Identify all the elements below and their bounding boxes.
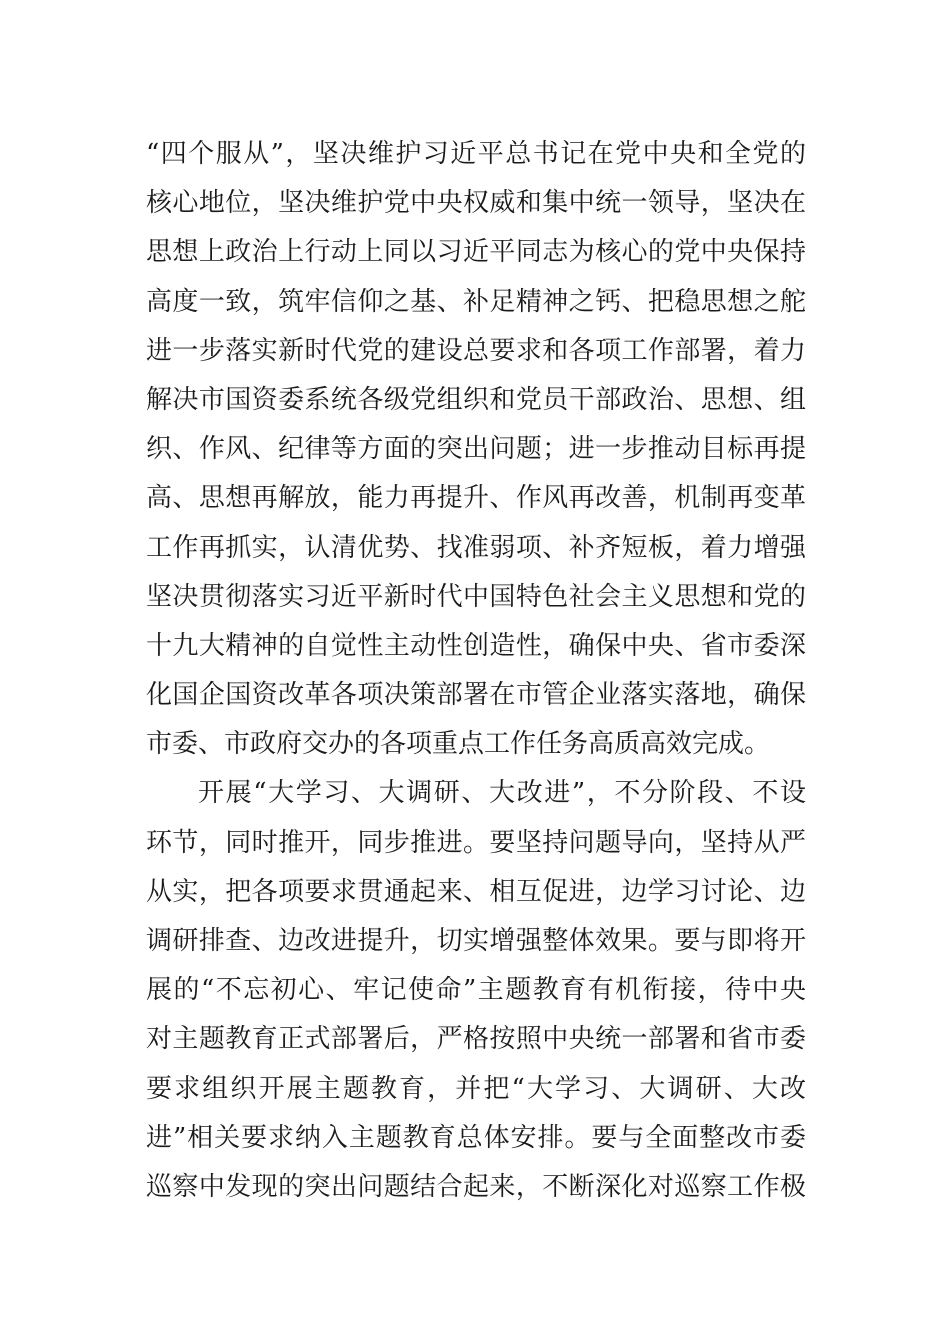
paragraph-line: “四个服从”，坚决维护习近平总书记在党中央和全党的 [146,139,806,169]
document-body [146,130,806,1212]
paragraph-line: 工作再抓实，认清优势、找准弱项、补齐短板，着力增强 [146,532,806,563]
paragraph-line: 环节，同时推开，同步推进。要坚持问题导向，坚持从严 [146,827,806,858]
paragraph-line: 解决市国资委系统各级党组织和党员干部政治、思想、组 [146,384,806,415]
paragraph-2 [146,769,806,1212]
paragraph-line: 开展“大学习、大调研、大改进”，不分阶段、不设 [198,778,806,809]
paragraph-line: 化国企国资改革各项决策部署在市管企业落实落地，确保 [146,680,806,711]
paragraph-line: 展的“不忘初心、牢记使命”主题教育有机衔接，待中央 [146,975,806,1006]
paragraph-line: 织、作风、纪律等方面的突出问题；进一步推动目标再提 [146,434,806,465]
paragraph-line: 市委、市政府交办的各项重点工作任务高质高效完成。 [146,729,771,760]
paragraph-line: 进”相关要求纳入主题教育总体安排。要与全面整改市委 [146,1122,806,1153]
paragraph-line: 从实，把各项要求贯通起来、相互促进，边学习讨论、边 [146,876,806,907]
paragraph-line: 调研排查、边改进提升，切实增强整体效果。要与即将开 [146,926,806,956]
paragraph-line: 高度一致，筑牢信仰之基、补足精神之钙、把稳思想之舵 [146,286,806,317]
paragraph-line: 巡察中发现的突出问题结合起来，不断深化对巡察工作极 [146,1171,806,1202]
paragraph-line: 对主题教育正式部署后，严格按照中央统一部署和省市委 [146,1024,806,1055]
paragraph-line: 核心地位，坚决维护党中央权威和集中统一领导，坚决在 [146,188,806,219]
paragraph-line: 要求组织开展主题教育，并把“大学习、大调研、大改 [146,1073,806,1104]
paragraph-line: 思想上政治上行动上同以习近平同志为核心的党中央保持 [146,237,806,268]
paragraph-line: 十九大精神的自觉性主动性创造性，确保中央、省市委深 [146,630,806,661]
paragraph-1 [146,130,806,769]
paragraph-line: 坚决贯彻落实习近平新时代中国特色社会主义思想和党的 [146,581,806,612]
paragraph-line: 高、思想再解放，能力再提升、作风再改善，机制再变革 [146,483,806,514]
paragraph-line: 进一步落实新时代党的建设总要求和各项工作部署，着力 [146,335,806,366]
